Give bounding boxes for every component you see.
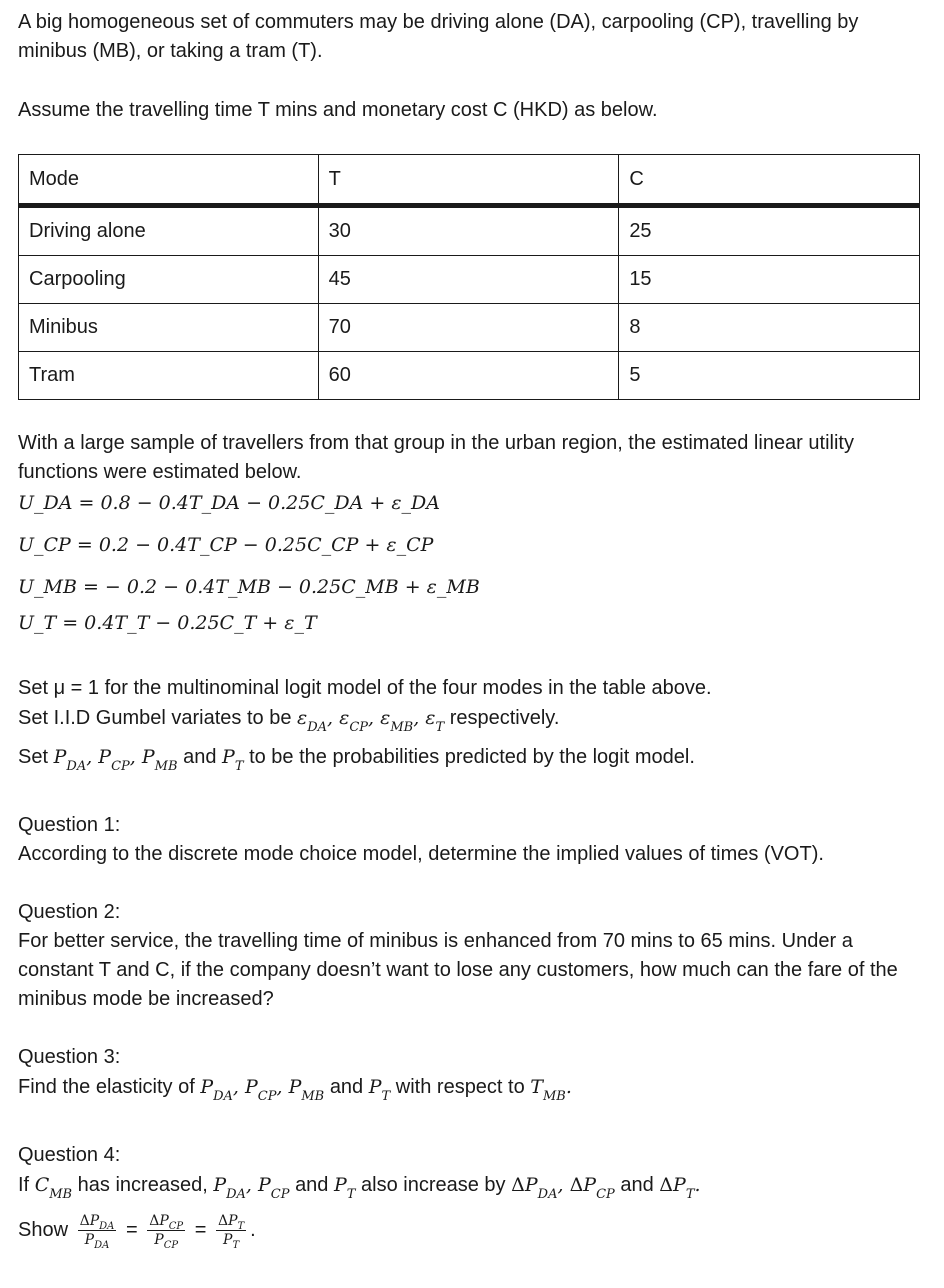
gumbel-prefix: Set I.I.D Gumbel variates to be bbox=[18, 707, 292, 729]
prob-t: $P_T$ bbox=[222, 746, 244, 774]
gumbel-suffix: respectively. bbox=[449, 707, 560, 729]
question-4-title: Question 4: bbox=[18, 1144, 121, 1166]
equation-cp: U_CP = 0.2 − 0.4T_CP − 0.25C_CP + ε_CP bbox=[18, 534, 434, 556]
q4-c-mb: $C_{MB}$ bbox=[34, 1174, 73, 1202]
question-1-title: Question 1: bbox=[18, 814, 121, 836]
gumbel-statement bbox=[18, 704, 923, 733]
header-mode: Mode bbox=[19, 155, 319, 206]
assumption-text: Assume the travelling time T mins and monetary cost C (HKD) as below. bbox=[18, 99, 658, 121]
q4-prob-t: $P_T$ bbox=[334, 1174, 356, 1202]
cell-time: 30 bbox=[318, 206, 619, 256]
prob-prefix: Set bbox=[18, 746, 49, 768]
q4-delta-list: $\Delta P_{DA}$, $\Delta P_{CP}$ bbox=[511, 1174, 615, 1202]
question-3-text bbox=[18, 1073, 923, 1102]
mode-table bbox=[18, 154, 920, 400]
show-equation: Show $\frac{\Delta P_{DA}}{P_{DA}}$ = $\frac{\Delta P_{CP}}{P_{CP}}$ = $\frac{\Delta P_T}{P_T}$ . bbox=[18, 1213, 256, 1251]
q3-prob-t: $P_T$ bbox=[368, 1076, 391, 1104]
q4-prob-list: $P_{DA}$, $P_{CP}$ bbox=[213, 1174, 290, 1202]
q4-has: has increased, bbox=[77, 1174, 208, 1196]
prob-and: and bbox=[183, 746, 217, 768]
cell-time: 70 bbox=[318, 304, 619, 352]
cell-mode: Minibus bbox=[19, 304, 319, 352]
q4-delta-t: $\Delta P_T$. bbox=[659, 1174, 701, 1202]
question-1-text: According to the discrete mode choice model, determine the implied values of times (VOT). bbox=[18, 843, 824, 865]
table-row bbox=[19, 256, 920, 304]
question-4-text bbox=[18, 1171, 923, 1200]
prob-suffix: to be the probabilities predicted by the logit model. bbox=[249, 746, 695, 768]
table-row bbox=[19, 352, 920, 400]
q4-and2: and bbox=[620, 1174, 654, 1196]
cell-cost: 8 bbox=[619, 304, 920, 352]
q3-t-mb: $T_{MB}$. bbox=[530, 1076, 572, 1104]
cell-mode: Tram bbox=[19, 352, 319, 400]
q4-if: If bbox=[18, 1174, 30, 1196]
equation-mb: U_MB = − 0.2 − 0.4T_MB − 0.25C_MB + ε_MB bbox=[18, 576, 480, 598]
epsilon-list: $\varepsilon_{DA}$, $\varepsilon_{CP}$, $\varepsilon_{MB}$, $\varepsilon_T$ bbox=[297, 707, 445, 735]
cell-cost: 15 bbox=[619, 256, 920, 304]
equals-sign: = bbox=[125, 1218, 138, 1241]
cell-time: 45 bbox=[318, 256, 619, 304]
header-cost: C bbox=[619, 155, 920, 206]
mu-statement: Set μ = 1 for the multinominal logit model of the four modes in the table above. bbox=[18, 677, 712, 699]
q3-and: and bbox=[329, 1076, 364, 1098]
fraction-t: $\frac{\Delta P_T}{P_T}$ bbox=[217, 1213, 245, 1251]
fraction-da: $\frac{\Delta P_{DA}}{P_{DA}}$ bbox=[79, 1213, 115, 1251]
equation-da: U_DA = 0.8 − 0.4T_DA − 0.25C_DA + ε_DA bbox=[18, 492, 440, 514]
cell-cost: 25 bbox=[619, 206, 920, 256]
cell-mode: Driving alone bbox=[19, 206, 319, 256]
question-3-title: Question 3: bbox=[18, 1046, 121, 1068]
equation-t: U_T = 0.4T_T − 0.25C_T + ε_T bbox=[18, 612, 317, 634]
probability-statement bbox=[18, 743, 923, 772]
question-2-title: Question 2: bbox=[18, 901, 121, 923]
equals-sign: = bbox=[194, 1218, 207, 1241]
header-time: T bbox=[318, 155, 619, 206]
fraction-cp: $\frac{\Delta P_{CP}}{P_{CP}}$ bbox=[149, 1213, 184, 1251]
q3-prob-list: $P_{DA}$, $P_{CP}$, $P_{MB}$ bbox=[200, 1076, 325, 1104]
q4-show: Show bbox=[18, 1218, 69, 1241]
q4-and: and bbox=[295, 1174, 329, 1196]
q3-prefix: Find the elasticity of bbox=[18, 1076, 195, 1098]
cell-time: 60 bbox=[318, 352, 619, 400]
q4-also: also increase by bbox=[361, 1174, 506, 1196]
q3-with: with respect to bbox=[395, 1076, 525, 1098]
prob-list: $P_{DA}$, $P_{CP}$, $P_{MB}$ bbox=[53, 746, 178, 774]
table-row bbox=[19, 304, 920, 352]
cell-cost: 5 bbox=[619, 352, 920, 400]
question-2-text: For better service, the travelling time of minibus is enhanced from 70 mins to 65 mins. Under a constant T and C, if the company doesn’t want to lose any customers, how much can the fare of the minibus mode be increased? bbox=[18, 930, 898, 1010]
intro-paragraph: A big homogeneous set of commuters may be driving alone (DA), carpooling (CP), travelling by minibus (MB), or taking a tram (T). bbox=[18, 11, 859, 62]
utility-intro: With a large sample of travellers from that group in the urban region, the estimated linear utility functions were estimated below. bbox=[18, 432, 854, 483]
table-header-row bbox=[19, 155, 920, 206]
table-row bbox=[19, 206, 920, 256]
cell-mode: Carpooling bbox=[19, 256, 319, 304]
